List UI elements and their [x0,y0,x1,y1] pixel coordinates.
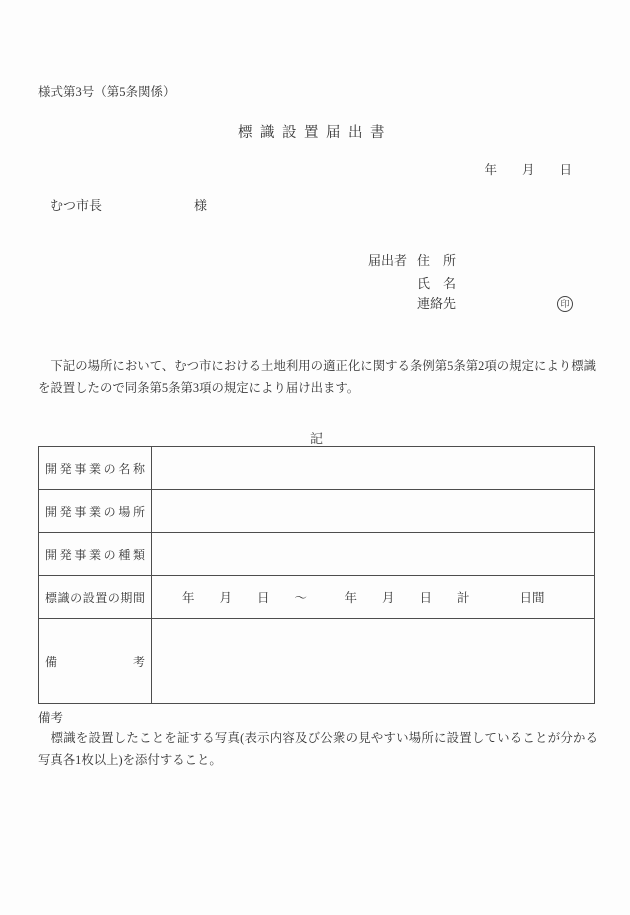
body-paragraph: 下記の場所において、むつ市における土地利用の適正化に関する条例第5条第2項の規定により標識を設置したので同条第5条第3項の規定により届け出ます。 [38,359,596,395]
address-label: 住 所 [417,253,457,268]
applicant-block [368,251,570,314]
seal-mark-icon [557,296,573,312]
row-label: 開発事業の名称 [45,461,145,476]
row-label: 備考 [45,654,145,669]
row-value-cell: 年 月 日 ～ 年 月 日 計 日間 [152,576,595,619]
addressee-name: むつ市長 [50,198,103,213]
row-label: 標識の設置の期間 [45,590,145,605]
seal-char: 印 [560,298,570,309]
row-label-cell [39,619,152,704]
applicant-contact-line [368,294,570,314]
name-label: 氏 名 [417,276,457,291]
table-row-project-location [39,490,595,533]
form-number: 様式第3号（第5条関係） [38,85,176,99]
table-row-project-name [39,447,595,490]
notes-heading: 備考 [38,711,64,725]
table-row-remarks [39,619,595,704]
table-heading: 記 [309,431,323,446]
row-label-cell [39,533,152,576]
table-row-sign-period [39,576,595,619]
table-row-project-type [39,533,595,576]
row-label: 開発事業の場所 [45,504,145,519]
notes-block [38,708,598,771]
row-value-cell [152,619,595,704]
applicant-address-line [368,251,456,271]
row-value-cell [152,533,595,576]
date-line: 年 月 日 [484,163,572,177]
contact-label: 連絡先 [417,296,457,311]
row-value-cell [152,447,595,490]
form-table [38,446,595,704]
row-label: 開発事業の種類 [45,547,145,562]
row-label-cell [39,490,152,533]
notes-text: 標識を設置したことを証する写真(表示内容及び公衆の見やすい場所に設置していることが分かる写真各1枚以上)を添付すること。 [38,731,598,767]
addressee-line [50,195,207,214]
page-title: 標識設置届出書 [238,125,392,141]
applicant-name-line [368,274,456,294]
row-label-cell [39,576,152,619]
applicant-label: 届出者 [368,253,408,268]
row-label-cell [39,447,152,490]
addressee-honorific: 様 [194,198,208,213]
row-value-cell [152,490,595,533]
